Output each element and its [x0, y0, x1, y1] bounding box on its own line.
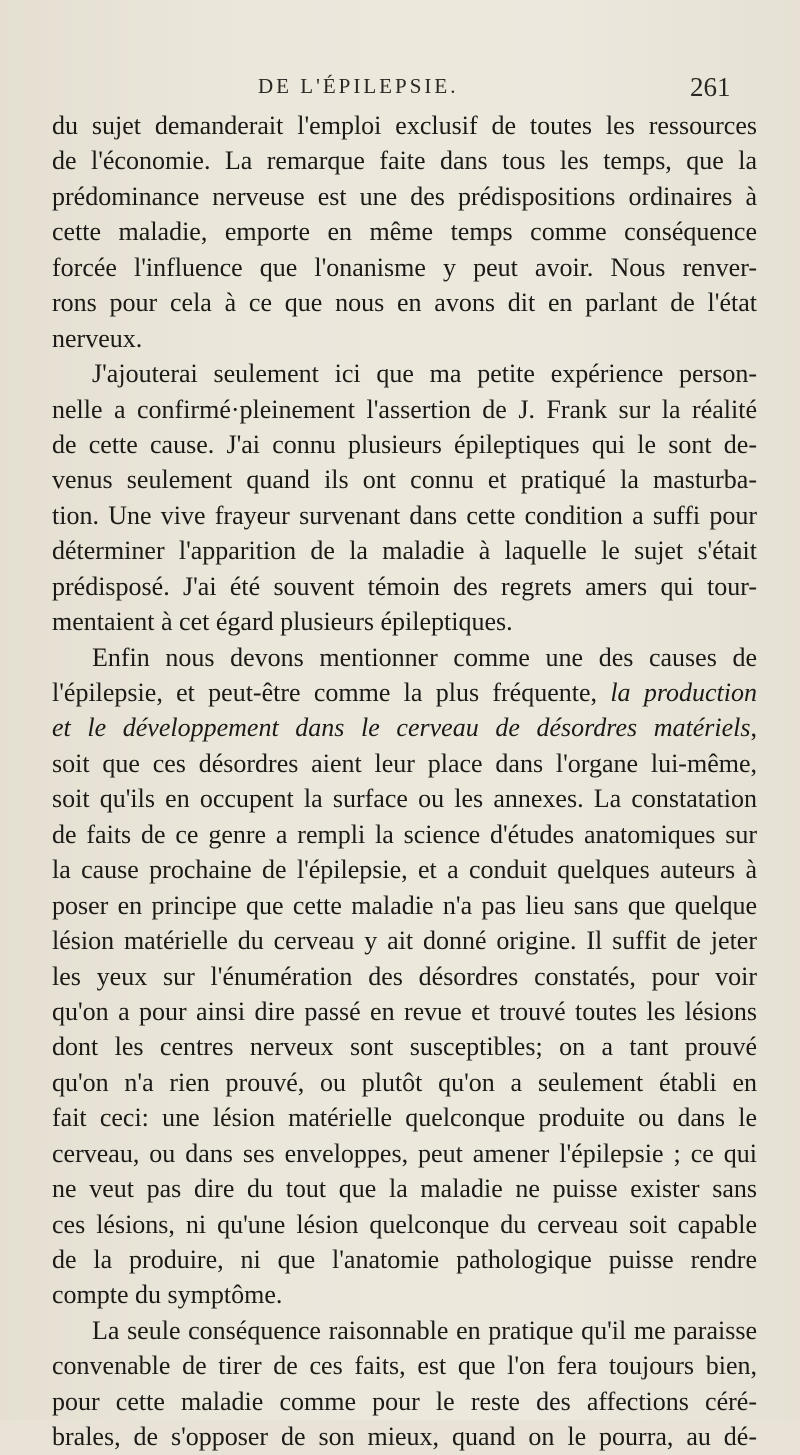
italic-phrase: et le développement dans le cerveau de désordres matériels	[52, 713, 751, 743]
text-line: rons pour cela à ce que nous en avons dit en parlant de l'état	[52, 288, 757, 318]
running-head: DE L'ÉPILEPSIE.	[258, 74, 459, 98]
paragraph-start-line: La seule conséquence raisonnable en pratique qu'il me paraisse	[92, 1315, 757, 1345]
body-text	[52, 108, 757, 1455]
text-line: lésion matérielle du cerveau y ait donné origine. Il suffit de jeter	[52, 926, 757, 956]
text-line: de cette cause. J'ai connu plusieurs épileptiques qui le sont de-	[52, 429, 757, 459]
text-line: poser en principe que cette maladie n'a pas lieu sans que quelque	[52, 890, 757, 920]
text-line: tion. Une vive frayeur survenant dans cette condition a suffi pour	[52, 500, 757, 530]
italic-phrase: la production	[610, 678, 757, 707]
paragraph-start-line: Enfin nous devons mentionner comme une des causes de	[92, 642, 757, 672]
text-line: déterminer l'apparition de la maladie à laquelle le sujet s'était	[52, 536, 757, 566]
text-line	[52, 710, 757, 745]
text-line: dont les centres nerveux sont susceptibles; on a tant prouvé	[52, 1032, 757, 1062]
text-line: ne veut pas dire du tout que la maladie ne puisse exister sans	[52, 1174, 757, 1204]
text-line: qu'on n'a rien prouvé, ou plutôt qu'on a seulement établi en	[52, 1067, 757, 1097]
page-number: 261	[690, 72, 731, 102]
text-line: qu'on a pour ainsi dire passé en revue et trouvé toutes les lésions	[52, 996, 757, 1026]
text-line: soit que ces désordres aient leur place dans l'organe lui-même,	[52, 748, 757, 778]
text-line: la cause prochaine de l'épilepsie, et a conduit quelques auteurs à	[52, 855, 757, 885]
text-line: prédisposé. J'ai été souvent témoin des regrets amers qui tour-	[52, 571, 757, 601]
text-line: de la produire, ni que l'anatomie pathologique puisse rendre	[52, 1245, 757, 1274]
text-line: de faits de ce genre a rempli la science d'études anatomiques sur	[52, 819, 757, 849]
text-line: convenable de tirer de ces faits, est que l'on fera toujours bien,	[52, 1351, 757, 1381]
text-line: prédominance nerveuse est une des prédispositions ordinaires à	[52, 181, 757, 211]
text-line: compte du symptôme.	[52, 1280, 283, 1310]
paragraph-start-line: J'ajouterai seulement ici que ma petite expérience person-	[92, 359, 757, 389]
text-line	[52, 675, 757, 710]
text-run: ,	[750, 713, 757, 743]
text-line: venus seulement quand ils ont connu et pratiqué la masturba-	[52, 465, 757, 495]
text-run: l'épilepsie, et peut-être comme la plus fréquente,	[52, 678, 611, 707]
text-line: forcée l'influence que l'onanisme y peut avoir. Nous renver-	[52, 252, 757, 282]
text-line: nerveux.	[52, 323, 143, 353]
text-line: mentaient à cet égard plusieurs épileptiques.	[52, 607, 513, 637]
text-line: les yeux sur l'énumération des désordres constatés, pour voir	[52, 961, 757, 991]
text-line: cerveau, ou dans ses enveloppes, peut amener l'épilepsie ; ce qui	[52, 1138, 757, 1168]
text-line: ces lésions, ni qu'une lésion quelconque du cerveau soit capable	[52, 1209, 757, 1239]
text-line: brales, de s'opposer de son mieux, quand on le pourra, au dé-	[52, 1422, 757, 1452]
text-line: pour cette maladie comme pour le reste des affections céré-	[52, 1386, 757, 1416]
text-line: nelle a confirmé·pleinement l'assertion de J. Frank sur la réalité	[52, 394, 757, 424]
text-line: soit qu'ils en occupent la surface ou les annexes. La constatation	[52, 784, 757, 814]
text-line: du sujet demanderait l'emploi exclusif de toutes les ressources	[52, 111, 757, 140]
text-line: de l'économie. La remarque faite dans tous les temps, que la	[52, 146, 757, 176]
text-line: cette maladie, emporte en même temps comme conséquence	[52, 217, 757, 247]
text-line: fait ceci: une lésion matérielle quelconque produite ou dans le	[52, 1103, 757, 1133]
